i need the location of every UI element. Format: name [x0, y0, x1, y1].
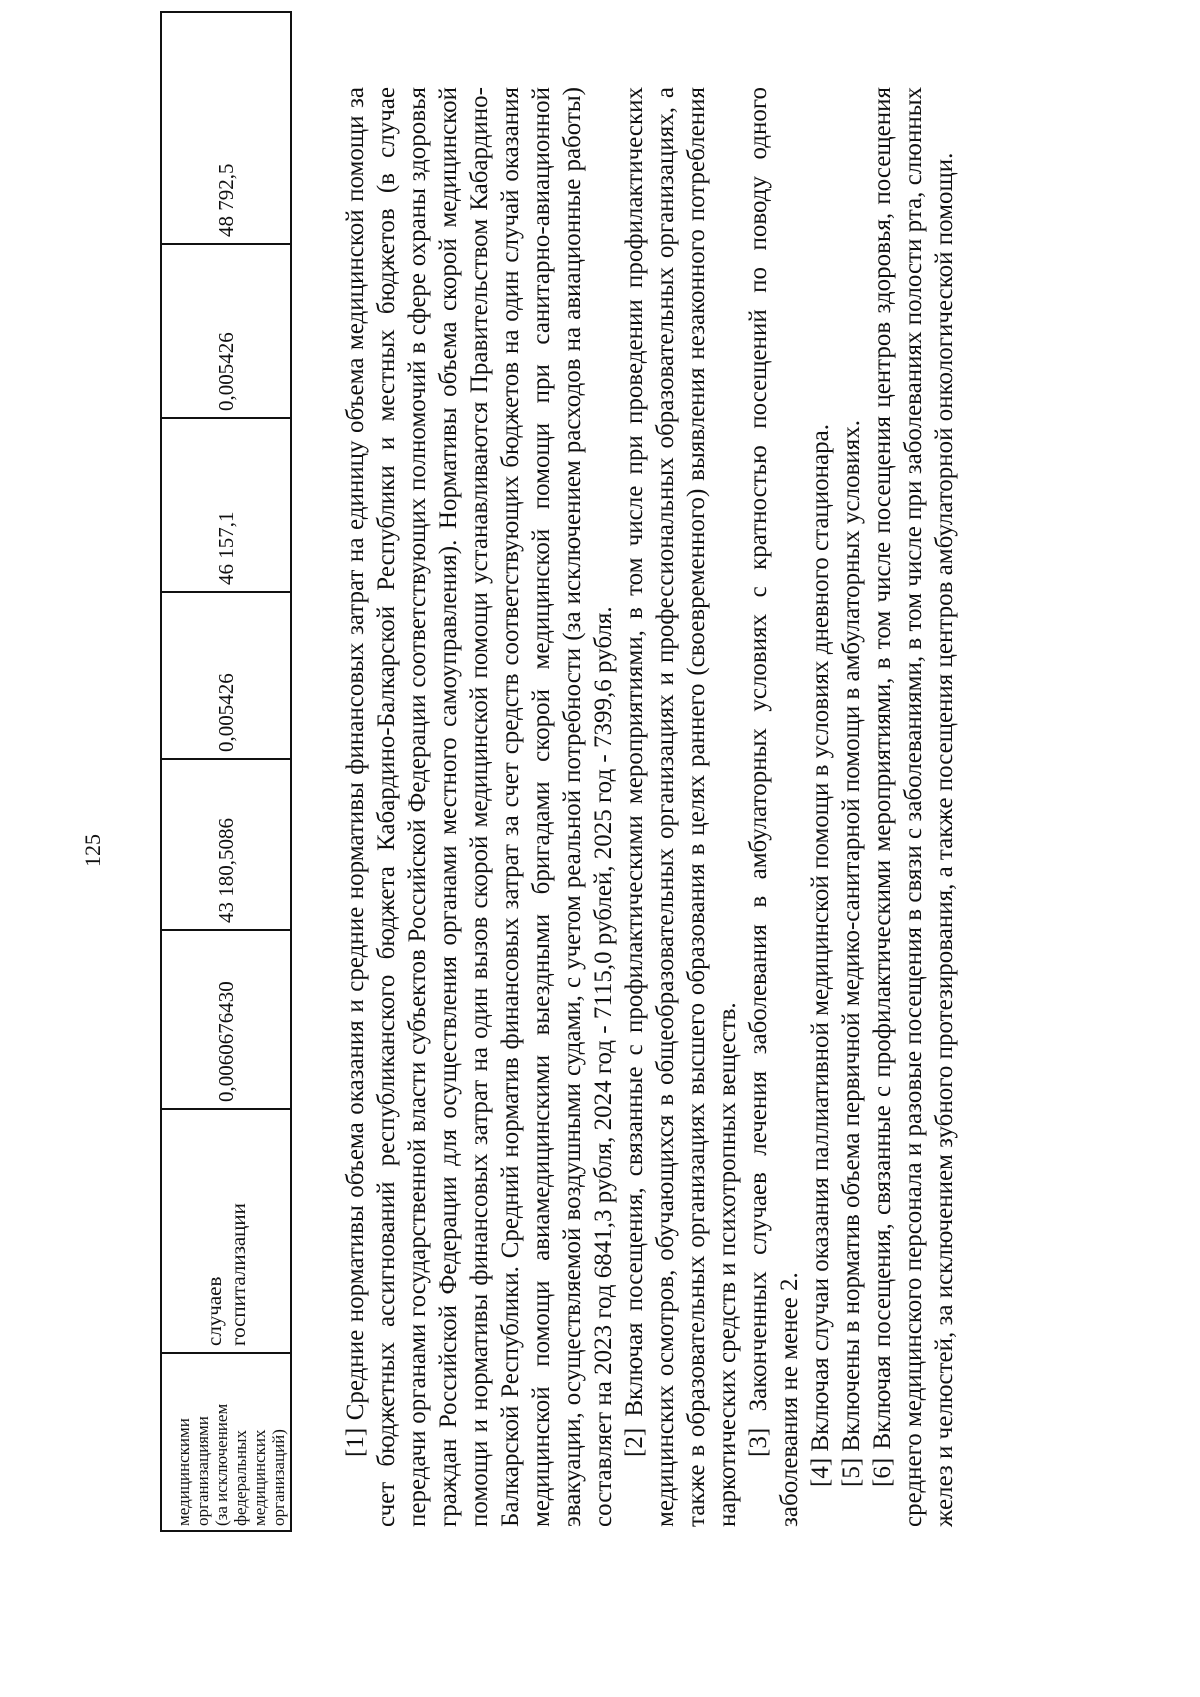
footnote-3: [3] Законченных случаев лечения заболевания в амбулаторных условиях с кратностью посещений по поводу одного заболевания не менее 2. — [745, 87, 803, 1527]
org-type-line: федеральных медицинских — [231, 1429, 269, 1526]
cost-norm-2025: 48 792,5 — [161, 12, 291, 244]
footnote-6: [6] Включая посещения, связанные с профилактическими мероприятиями, в том числе посещения центров здоровья, посещения среднего медицинского персонала и разовые посещения в связи с заболеваниями, в том числе при заболеваниях полости рта, слюнных желез и челюстей, за исключением зубного протезирования, а также посещения центров амбулаторной онкологической помощи. — [869, 87, 958, 1527]
table-row — [161, 12, 291, 1531]
footnote-5: [5] Включены в норматив объема первичной медико-санитарной помощи в амбулаторных условиях. — [838, 419, 865, 1487]
footnote-4: [4] Включая случаи оказания паллиативной медицинской помощи в условиях дневного стационара. — [807, 424, 834, 1487]
page-number: 125 — [80, 834, 105, 867]
footnotes — [340, 87, 960, 1527]
volume-norm-2023: 0,0060676430 — [161, 930, 291, 1109]
unit-cell — [161, 1109, 291, 1353]
volume-norm-2024: 0,005426 — [161, 592, 291, 759]
volume-norm-2025: 0,005426 — [161, 244, 291, 418]
org-type-cell — [161, 1353, 291, 1531]
footnote-2: [2] Включая посещения, связанные с профилактическими мероприятиями, в том числе при проведении профилактических медицинских осмотров, обучающихся в общеобразовательных организациях и профессиональных образовательных организациях, а также в образовательных организациях высшего образования в целях раннего (своевременного) выявления незаконного потребления наркотических средств и психотропных веществ. — [621, 87, 741, 1527]
org-type-line: (за исключением — [212, 1403, 231, 1526]
org-type-line: организаций) — [269, 1429, 288, 1526]
org-type-line: организациями — [193, 1416, 212, 1526]
unit-line: госпитализации — [226, 1203, 250, 1346]
footnote-1: [1] Средние нормативы объема оказания и средние нормативы финансовых затрат на единицу объема медицинской помощи за счет бюджетных ассигнований республиканского бюджета Кабардино-Балкарской Республики и местных бюджетов (в случае передачи органами государственной власти субъектов Российской Федерации соответствующих полномочий в сфере охраны здоровья граждан Российской Федерации для осуществления органами местного самоуправления). Нормативы объема скорой медицинской помощи и нормативы финансовых затрат на один вызов скорой медицинской помощи устанавливаются Правительством Кабардино-Балкарской Республики. Средний норматив финансовых затрат за счет средств соответствующих бюджетов на один случай оказания медицинской помощи авиамедицинскими выездными бригадами скорой медицинской помощи при санитарно-авиационной эвакуации, осуществляемой воздушными судами, с учетом реальной потребности (за исключением расходов на авиационные работы) составляет на 2023 год 6841,3 рубля, 2024 год - 7115,0 рублей, 2025 год - 7399,6 рубля. — [342, 87, 617, 1527]
norms-table — [160, 11, 292, 1532]
unit-line: случаев — [202, 1276, 226, 1346]
cost-norm-2023: 43 180,5086 — [161, 759, 291, 930]
cost-norm-2024: 46 157,1 — [161, 418, 291, 592]
org-type-line: медицинскими — [174, 1418, 193, 1526]
